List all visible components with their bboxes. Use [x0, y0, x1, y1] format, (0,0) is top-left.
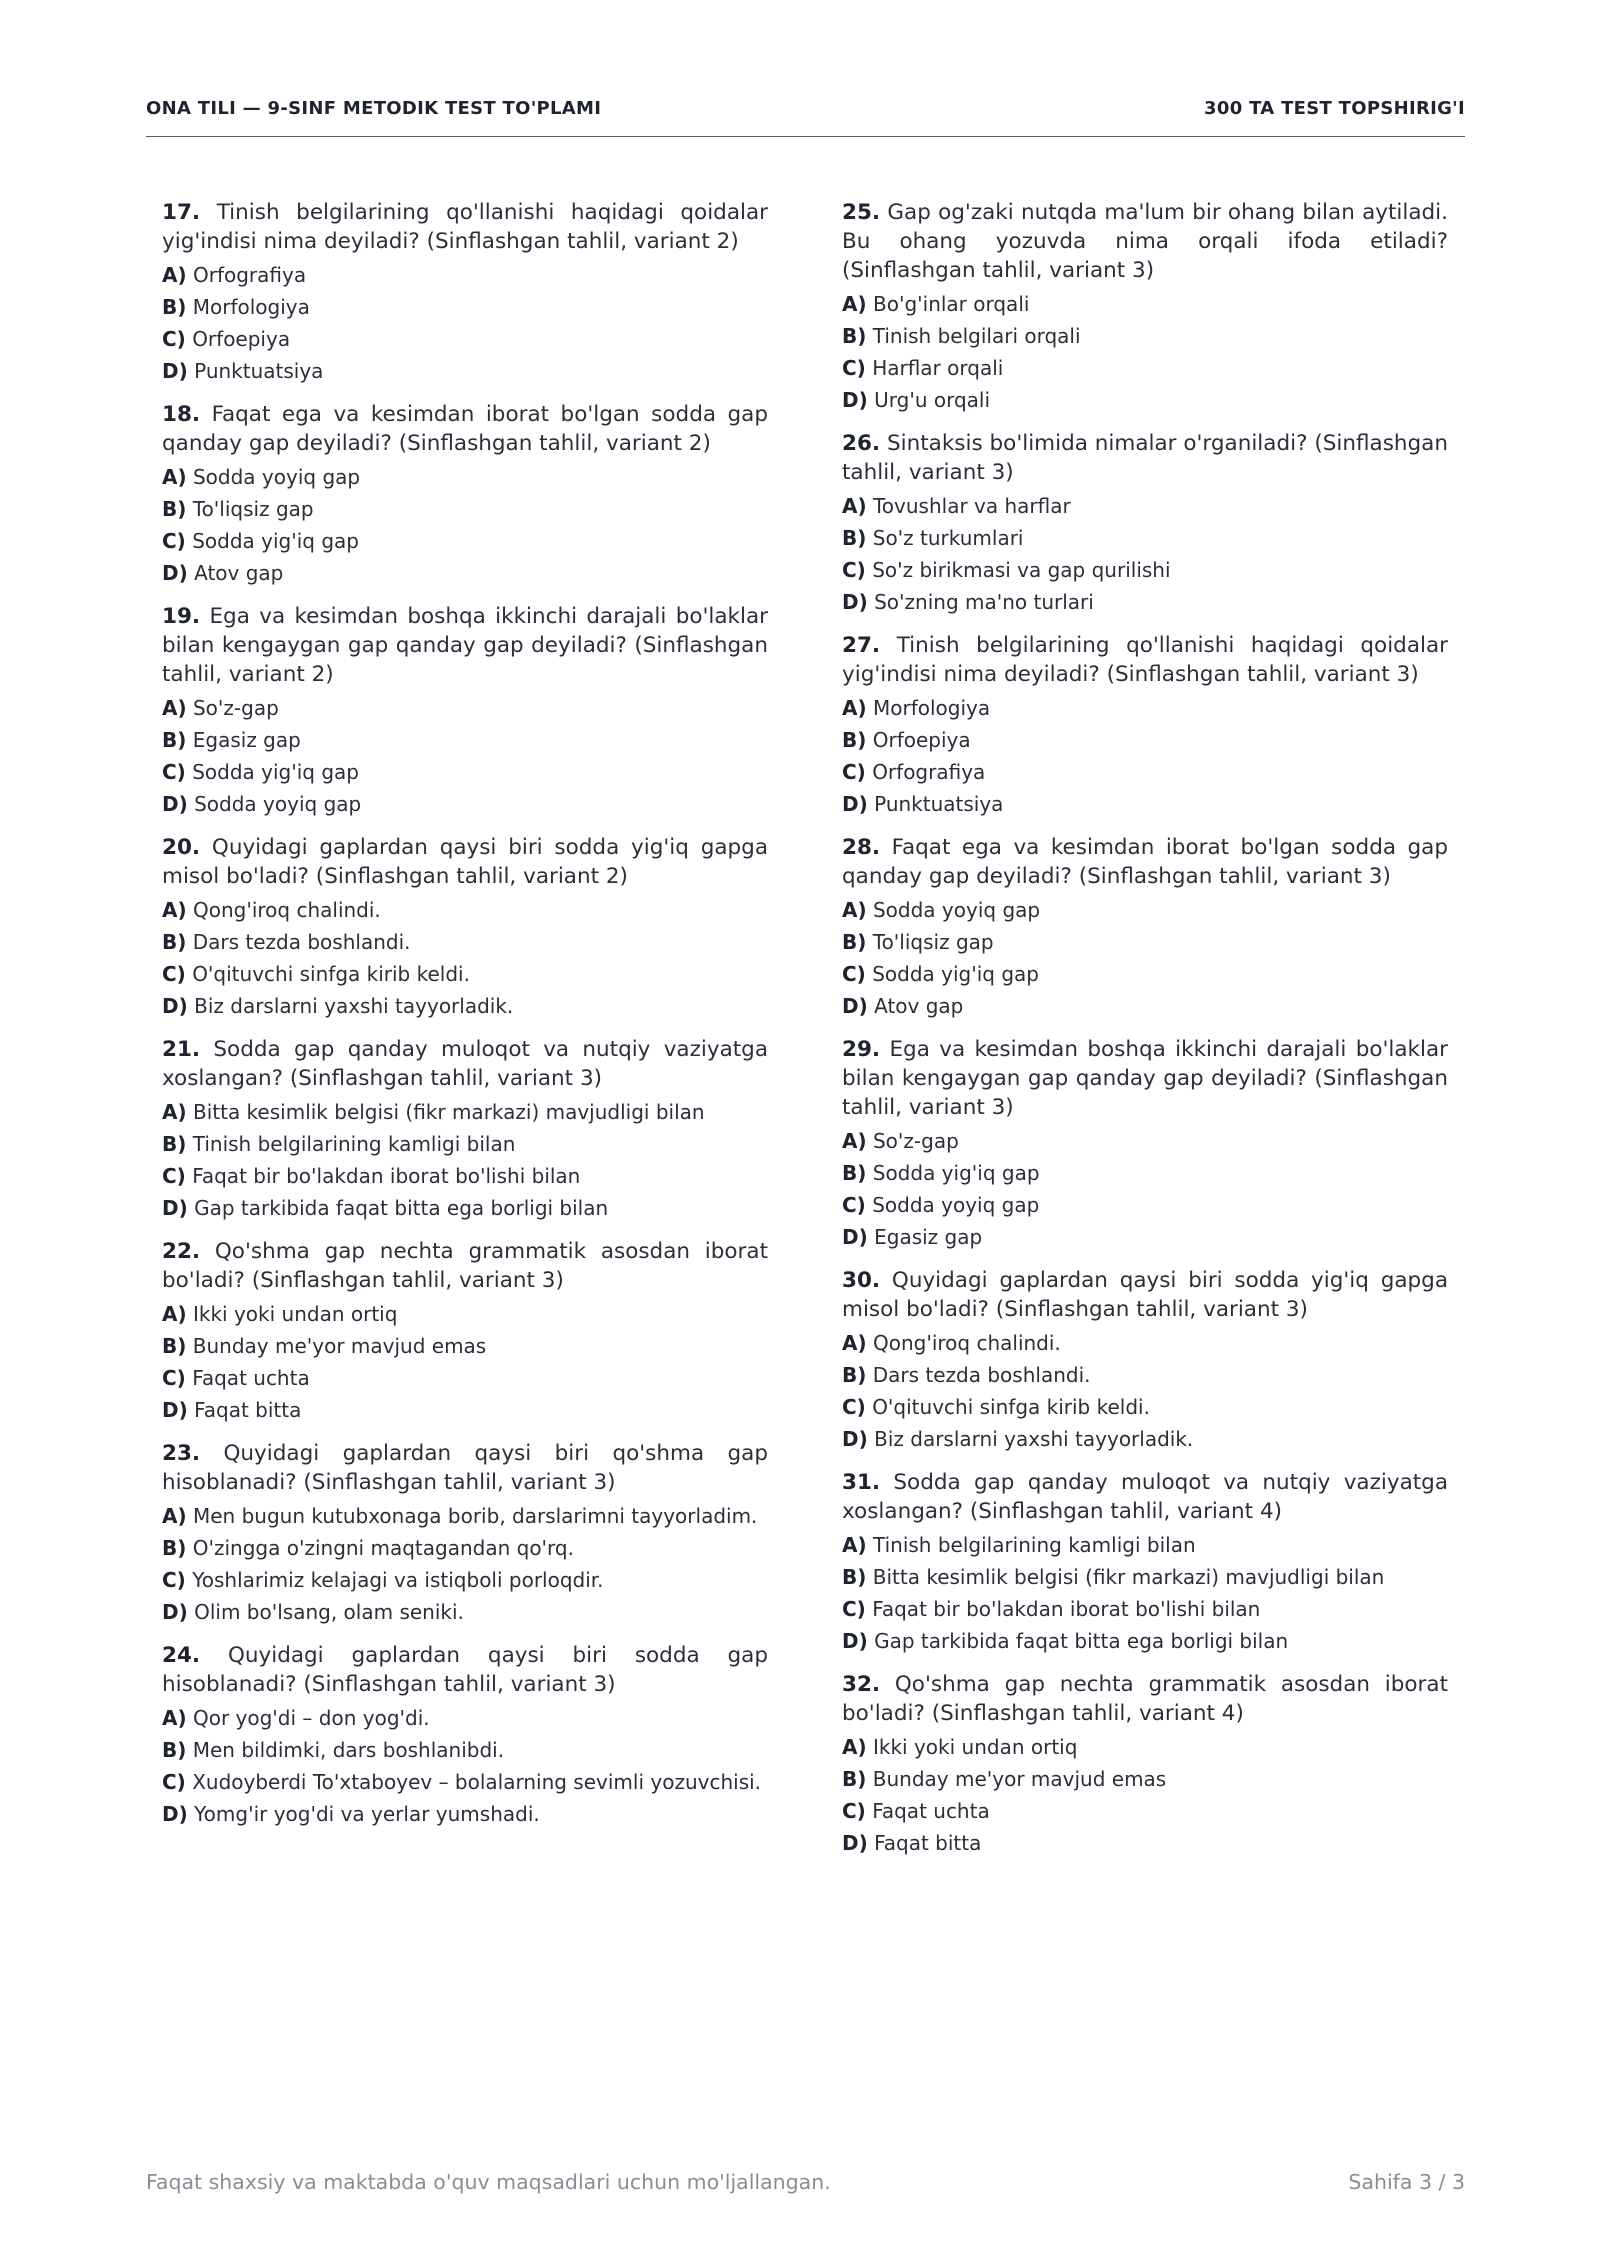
- option-letter: B): [162, 930, 187, 954]
- question-block: [842, 631, 1448, 818]
- question-block: [162, 400, 768, 587]
- option-text: Atov gap: [194, 561, 284, 585]
- question-body: Ega va kesimdan boshqa ikkinchi darajali bo'laklar bilan kengaygan gap qanday gap deyiladi? (Sinflashgan tahlil, variant 3): [842, 1037, 1448, 1120]
- option-letter: C): [162, 760, 186, 784]
- right-column: [842, 198, 1448, 1872]
- answer-option: [842, 1330, 1448, 1357]
- question-body: Tinish belgilarining qo'llanishi haqidagi qoidalar yig'indisi nima deyiladi? (Sinflashgan tahlil, variant 3): [842, 633, 1448, 687]
- option-text: Tinish belgilari orqali: [872, 324, 1081, 348]
- question-block: [842, 1670, 1448, 1857]
- question-block: [842, 429, 1448, 616]
- option-letter: C): [842, 760, 866, 784]
- header-subtitle: 300 TA TEST TOPSHIRIG'I: [1204, 98, 1465, 119]
- option-text: Egasiz gap: [192, 728, 301, 752]
- answer-option: [842, 387, 1448, 414]
- question-body: Qo'shma gap nechta grammatik asosdan iborat bo'ladi? (Sinflashgan tahlil, variant 4): [842, 1672, 1448, 1726]
- answer-option: [842, 1192, 1448, 1219]
- question-block: [162, 1035, 768, 1222]
- option-letter: B): [842, 1363, 867, 1387]
- answer-option: [162, 528, 768, 555]
- option-text: Biz darslarni yaxshi tayyorladik.: [874, 1427, 1194, 1451]
- answer-option: [162, 1163, 768, 1190]
- option-letter: D): [842, 994, 868, 1018]
- option-text: Punktuatsiya: [874, 792, 1004, 816]
- question-text: [162, 400, 768, 458]
- option-text: Faqat uchta: [192, 1366, 310, 1390]
- option-text: Harflar orqali: [872, 356, 1004, 380]
- question-text: [842, 631, 1448, 689]
- answer-option: [842, 1426, 1448, 1453]
- question-number: 31.: [842, 1470, 881, 1495]
- answer-option: [842, 1160, 1448, 1187]
- option-letter: D): [162, 1802, 188, 1826]
- option-text: Tovushlar va harflar: [872, 494, 1071, 518]
- option-text: Faqat bitta: [874, 1831, 982, 1855]
- answer-option: [842, 1564, 1448, 1591]
- option-letter: D): [842, 388, 868, 412]
- answer-option: [162, 929, 768, 956]
- option-text: Qong'iroq chalindi.: [872, 1331, 1061, 1355]
- option-text: Ikki yoki undan ortiq: [192, 1302, 398, 1326]
- answer-option: [842, 1830, 1448, 1857]
- answer-option: [842, 929, 1448, 956]
- option-letter: D): [162, 792, 188, 816]
- answer-option: [842, 1532, 1448, 1559]
- page-footer: [146, 2170, 1465, 2194]
- header-title: ONA TILI — 9-SINF METODIK TEST TO'PLAMI: [146, 98, 602, 119]
- answer-option: [842, 1128, 1448, 1155]
- option-text: Bunday me'yor mavjud emas: [192, 1334, 487, 1358]
- option-letter: A): [842, 898, 867, 922]
- option-letter: B): [162, 1132, 187, 1156]
- question-block: [842, 198, 1448, 414]
- option-letter: D): [162, 1196, 188, 1220]
- option-text: Orfografiya: [872, 760, 986, 784]
- option-text: So'z-gap: [192, 696, 279, 720]
- option-text: Bunday me'yor mavjud emas: [872, 1767, 1167, 1791]
- option-letter: B): [842, 1161, 867, 1185]
- option-letter: A): [842, 1735, 867, 1759]
- option-letter: D): [162, 359, 188, 383]
- option-text: Sodda yoyiq gap: [192, 465, 361, 489]
- answer-option: [162, 1333, 768, 1360]
- option-text: Sodda yig'iq gap: [192, 529, 359, 553]
- option-text: Sodda yoyiq gap: [194, 792, 362, 816]
- answer-option: [162, 759, 768, 786]
- answer-option: [842, 897, 1448, 924]
- answer-option: [162, 1099, 768, 1126]
- option-text: Punktuatsiya: [194, 359, 324, 383]
- question-block: [842, 1468, 1448, 1655]
- question-number: 21.: [162, 1037, 201, 1062]
- option-text: To'liqsiz gap: [872, 930, 994, 954]
- option-letter: D): [842, 1629, 868, 1653]
- option-text: Orfoepiya: [192, 327, 291, 351]
- option-text: Men bugun kutubxonaga borib, darslarimni tayyorladim.: [192, 1504, 758, 1528]
- option-letter: B): [162, 1536, 187, 1560]
- option-text: Sodda yig'iq gap: [872, 962, 1039, 986]
- page-number: Sahifa 3 / 3: [1348, 2170, 1465, 2194]
- option-letter: B): [162, 728, 187, 752]
- answer-option: [842, 291, 1448, 318]
- option-letter: C): [162, 1568, 186, 1592]
- answer-option: [842, 525, 1448, 552]
- option-text: O'qituvchi sinfga kirib keldi.: [872, 1395, 1150, 1419]
- question-block: [162, 198, 768, 385]
- answer-option: [842, 791, 1448, 818]
- question-body: Sodda gap qanday muloqot va nutqiy vaziyatga xoslangan? (Sinflashgan tahlil, variant 3): [162, 1037, 769, 1091]
- question-text: [842, 1035, 1448, 1122]
- option-letter: A): [162, 696, 187, 720]
- option-text: Faqat bir bo'lakdan iborat bo'lishi bilan: [872, 1597, 1261, 1621]
- question-body: Tinish belgilarining qo'llanishi haqidagi qoidalar yig'indisi nima deyiladi? (Sinflashgan tahlil, variant 2): [162, 200, 768, 254]
- option-letter: A): [162, 263, 187, 287]
- option-text: Qor yog'di – don yog'di.: [192, 1706, 430, 1730]
- option-letter: C): [162, 962, 186, 986]
- answer-option: [842, 493, 1448, 520]
- answer-option: [842, 1798, 1448, 1825]
- option-text: So'z birikmasi va gap qurilishi: [872, 558, 1171, 582]
- option-letter: B): [842, 930, 867, 954]
- option-letter: A): [842, 696, 867, 720]
- option-letter: A): [162, 1100, 187, 1124]
- option-letter: D): [842, 1831, 868, 1855]
- option-text: So'z turkumlari: [872, 526, 1024, 550]
- option-text: Biz darslarni yaxshi tayyorladik.: [194, 994, 514, 1018]
- question-number: 32.: [842, 1672, 881, 1697]
- question-body: Faqat ega va kesimdan iborat bo'lgan sodda gap qanday gap deyiladi? (Sinflashgan tahlil, variant 3): [842, 835, 1448, 889]
- question-body: Quyidagi gaplardan qaysi biri sodda yig'iq gapga misol bo'ladi? (Sinflashgan tahlil, variant 2): [162, 835, 768, 889]
- question-text: [162, 1237, 768, 1295]
- option-letter: D): [842, 590, 868, 614]
- page-header: [146, 98, 1465, 137]
- answer-option: [842, 961, 1448, 988]
- answer-option: [842, 323, 1448, 350]
- question-body: Quyidagi gaplardan qaysi biri sodda yig'iq gapga misol bo'ladi? (Sinflashgan tahlil, variant 3): [842, 1268, 1448, 1322]
- answer-option: [162, 1397, 768, 1424]
- question-text: [162, 1641, 768, 1699]
- option-text: Tinish belgilarining kamligi bilan: [192, 1132, 516, 1156]
- option-letter: A): [162, 1504, 187, 1528]
- question-block: [162, 602, 768, 818]
- option-letter: C): [162, 1770, 186, 1794]
- option-letter: A): [162, 465, 187, 489]
- question-text: [842, 1468, 1448, 1526]
- option-text: Olim bo'lsang, olam seniki.: [194, 1600, 464, 1624]
- question-number: 30.: [842, 1268, 881, 1293]
- answer-option: [842, 727, 1448, 754]
- question-body: Quyidagi gaplardan qaysi biri sodda gap hisoblanadi? (Sinflashgan tahlil, variant 3): [162, 1643, 768, 1697]
- question-number: 20.: [162, 835, 201, 860]
- question-number: 24.: [162, 1643, 201, 1668]
- option-text: O'qituvchi sinfga kirib keldi.: [192, 962, 470, 986]
- option-letter: C): [842, 1799, 866, 1823]
- option-letter: D): [162, 561, 188, 585]
- question-block: [162, 833, 768, 1020]
- option-letter: B): [842, 728, 867, 752]
- option-letter: B): [842, 1565, 867, 1589]
- question-number: 26.: [842, 431, 881, 456]
- answer-option: [842, 993, 1448, 1020]
- answer-option: [842, 1628, 1448, 1655]
- option-letter: B): [162, 497, 187, 521]
- answer-option: [842, 695, 1448, 722]
- option-text: So'z-gap: [872, 1129, 959, 1153]
- question-number: 29.: [842, 1037, 881, 1062]
- question-body: Gap og'zaki nutqda ma'lum bir ohang bilan aytiladi. Bu ohang yozuvda nima orqali ifoda etiladi? (Sinflashgan tahlil, variant 3): [842, 200, 1448, 283]
- option-text: Sodda yig'iq gap: [872, 1161, 1040, 1185]
- question-text: [162, 833, 768, 891]
- option-letter: B): [842, 324, 867, 348]
- question-text: [842, 429, 1448, 487]
- answer-option: [162, 897, 768, 924]
- answer-option: [162, 1503, 768, 1530]
- question-block: [842, 1266, 1448, 1453]
- option-text: Yomg'ir yog'di va yerlar yumshadi.: [194, 1802, 540, 1826]
- question-text: [842, 833, 1448, 891]
- option-letter: A): [162, 898, 187, 922]
- question-block: [162, 1237, 768, 1424]
- answer-option: [162, 1705, 768, 1732]
- option-text: Qong'iroq chalindi.: [192, 898, 381, 922]
- answer-option: [162, 326, 768, 353]
- option-text: Bitta kesimlik belgisi (fikr markazi) mavjudligi bilan: [192, 1100, 705, 1124]
- option-text: Orfografiya: [192, 263, 307, 287]
- answer-option: [162, 695, 768, 722]
- question-body: Qo'shma gap nechta grammatik asosdan iborat bo'ladi? (Sinflashgan tahlil, variant 3): [162, 1239, 768, 1293]
- option-letter: B): [162, 1334, 187, 1358]
- question-body: Quyidagi gaplardan qaysi biri qo'shma gap hisoblanadi? (Sinflashgan tahlil, variant 3): [162, 1441, 768, 1495]
- option-letter: D): [842, 1225, 868, 1249]
- answer-option: [842, 1394, 1448, 1421]
- question-block: [842, 1035, 1448, 1251]
- option-letter: C): [842, 1193, 866, 1217]
- option-text: Sodda yoyiq gap: [872, 898, 1041, 922]
- option-letter: C): [162, 327, 186, 351]
- option-letter: A): [842, 1533, 867, 1557]
- option-letter: D): [842, 792, 868, 816]
- question-number: 22.: [162, 1239, 201, 1264]
- question-number: 23.: [162, 1441, 201, 1466]
- option-text: Sodda yoyiq gap: [872, 1193, 1040, 1217]
- answer-option: [162, 1301, 768, 1328]
- answer-option: [162, 727, 768, 754]
- option-text: Dars tezda boshlandi.: [872, 1363, 1091, 1387]
- option-text: Gap tarkibida faqat bitta ega borligi bilan: [194, 1196, 609, 1220]
- option-text: Morfologiya: [872, 696, 991, 720]
- option-letter: C): [842, 1395, 866, 1419]
- option-letter: A): [842, 292, 867, 316]
- answer-option: [162, 1599, 768, 1626]
- option-text: Orfoepiya: [872, 728, 971, 752]
- option-letter: C): [842, 558, 866, 582]
- question-block: [162, 1439, 768, 1626]
- option-letter: C): [162, 1164, 186, 1188]
- option-text: Egasiz gap: [874, 1225, 983, 1249]
- answer-option: [162, 262, 768, 289]
- question-text: [162, 1035, 768, 1093]
- option-letter: A): [842, 1129, 867, 1153]
- option-letter: A): [162, 1706, 187, 1730]
- answer-option: [162, 791, 768, 818]
- question-body: Faqat ega va kesimdan iborat bo'lgan sodda gap qanday gap deyiladi? (Sinflashgan tahlil, variant 2): [162, 402, 768, 456]
- option-text: Sodda yig'iq gap: [192, 760, 359, 784]
- question-text: [842, 1670, 1448, 1728]
- option-letter: D): [842, 1427, 868, 1451]
- question-block: [842, 833, 1448, 1020]
- answer-option: [842, 1734, 1448, 1761]
- question-number: 17.: [162, 200, 201, 225]
- option-text: So'zning ma'no turlari: [874, 590, 1094, 614]
- option-letter: D): [162, 1600, 188, 1624]
- option-text: Bo'g'inlar orqali: [872, 292, 1030, 316]
- answer-option: [842, 1224, 1448, 1251]
- question-text: [842, 198, 1448, 285]
- option-text: Yoshlarimiz kelajagi va istiqboli porloqdir.: [192, 1568, 604, 1592]
- answer-option: [162, 294, 768, 321]
- footer-note: Faqat shaxsiy va maktabda o'quv maqsadlari uchun mo'ljallangan.: [146, 2170, 831, 2194]
- answer-option: [162, 993, 768, 1020]
- option-letter: D): [162, 1398, 188, 1422]
- question-number: 19.: [162, 604, 201, 629]
- option-text: Atov gap: [874, 994, 964, 1018]
- question-number: 28.: [842, 835, 881, 860]
- answer-option: [842, 355, 1448, 382]
- option-text: Faqat uchta: [872, 1799, 990, 1823]
- answer-option: [842, 1596, 1448, 1623]
- option-letter: C): [842, 1597, 866, 1621]
- option-letter: D): [162, 994, 188, 1018]
- answer-option: [162, 358, 768, 385]
- question-text: [162, 1439, 768, 1497]
- answer-option: [162, 1801, 768, 1828]
- question-body: Sintaksis bo'limida nimalar o'rganiladi? (Sinflashgan tahlil, variant 3): [842, 431, 1448, 485]
- answer-option: [162, 1365, 768, 1392]
- answer-option: [162, 1769, 768, 1796]
- option-text: O'zingga o'zingni maqtagandan qo'rq.: [192, 1536, 574, 1560]
- option-text: Tinish belgilarining kamligi bilan: [872, 1533, 1196, 1557]
- answer-option: [842, 557, 1448, 584]
- answer-option: [162, 1195, 768, 1222]
- question-body: Ega va kesimdan boshqa ikkinchi darajali bo'laklar bilan kengaygan gap qanday gap deyiladi? (Sinflashgan tahlil, variant 2): [162, 604, 768, 687]
- option-text: Morfologiya: [192, 295, 310, 319]
- option-letter: A): [842, 1331, 867, 1355]
- question-body: Sodda gap qanday muloqot va nutqiy vaziyatga xoslangan? (Sinflashgan tahlil, variant 4): [842, 1470, 1449, 1524]
- option-letter: C): [162, 1366, 186, 1390]
- option-text: To'liqsiz gap: [192, 497, 314, 521]
- option-letter: B): [162, 295, 187, 319]
- answer-option: [162, 496, 768, 523]
- question-text: [162, 198, 768, 256]
- option-text: Bitta kesimlik belgisi (fikr markazi) mavjudligi bilan: [872, 1565, 1385, 1589]
- answer-option: [162, 1737, 768, 1764]
- question-text: [162, 602, 768, 689]
- option-letter: C): [842, 962, 866, 986]
- option-letter: B): [842, 526, 867, 550]
- answer-option: [162, 560, 768, 587]
- question-block: [162, 1641, 768, 1828]
- option-letter: C): [162, 529, 186, 553]
- answer-option: [162, 1535, 768, 1562]
- option-letter: A): [842, 494, 867, 518]
- question-number: 27.: [842, 633, 881, 658]
- option-letter: B): [162, 1738, 187, 1762]
- answer-option: [842, 1362, 1448, 1389]
- answer-option: [842, 1766, 1448, 1793]
- answer-option: [162, 464, 768, 491]
- answer-option: [842, 589, 1448, 616]
- answer-option: [162, 961, 768, 988]
- option-text: Xudoyberdi To'xtaboyev – bolalarning sevimli yozuvchisi.: [192, 1770, 762, 1794]
- option-text: Urg'u orqali: [874, 388, 991, 412]
- left-column: [162, 198, 768, 1843]
- option-letter: B): [842, 1767, 867, 1791]
- option-text: Faqat bir bo'lakdan iborat bo'lishi bilan: [192, 1164, 581, 1188]
- answer-option: [162, 1567, 768, 1594]
- question-text: [842, 1266, 1448, 1324]
- answer-option: [162, 1131, 768, 1158]
- answer-option: [842, 759, 1448, 786]
- option-letter: C): [842, 356, 866, 380]
- question-number: 25.: [842, 200, 881, 225]
- option-text: Dars tezda boshlandi.: [192, 930, 411, 954]
- option-letter: A): [162, 1302, 187, 1326]
- question-number: 18.: [162, 402, 201, 427]
- option-text: Ikki yoki undan ortiq: [872, 1735, 1078, 1759]
- option-text: Gap tarkibida faqat bitta ega borligi bilan: [874, 1629, 1289, 1653]
- option-text: Faqat bitta: [194, 1398, 302, 1422]
- option-text: Men bildimki, dars boshlanibdi.: [192, 1738, 505, 1762]
